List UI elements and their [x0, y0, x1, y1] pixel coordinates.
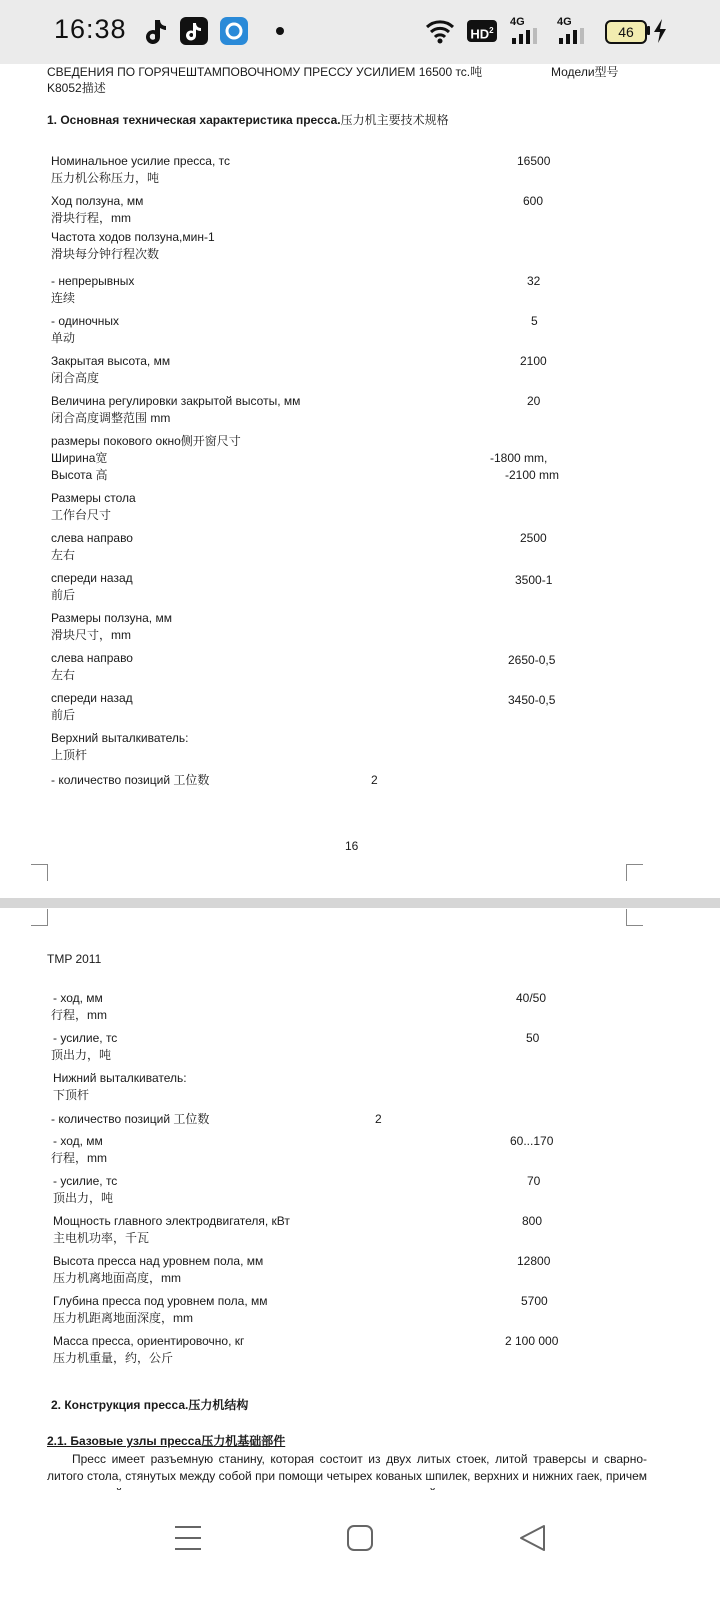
- status-time: 16:38: [54, 14, 127, 44]
- spec-label-cn: 顶出力，吨: [53, 1191, 114, 1205]
- window-width-label: Ширина宽: [51, 451, 108, 465]
- spec-value: 600: [523, 194, 544, 208]
- section21-title: [47, 1433, 285, 1449]
- window-height-label: Высота 高: [51, 468, 108, 482]
- section2-title-ru: 2. Конструкция пресса.: [51, 1398, 189, 1412]
- section2-title-cn: 压力机结构: [188, 1398, 249, 1412]
- page-separator: [0, 898, 720, 908]
- spec-value: 40/50: [516, 991, 547, 1005]
- body-paragraph: Пресс имеет разъемную станину, которая состоит из двух литых стоек, литой траверсы и сварно-литого стола, стянутых между собой при помощи четырех кованых шпилек, верхних и нижних гаек, причем: [47, 1452, 647, 1483]
- spec-value: 2650-0,5: [508, 653, 556, 667]
- spec-value: 20: [527, 394, 541, 408]
- spec-label-cn: 连续: [51, 291, 76, 305]
- crop-mark: [626, 909, 643, 926]
- spec-label: Мощность главного электродвигателя, кВт: [53, 1214, 290, 1228]
- spec-label-cn: 滑块行程，mm: [51, 211, 131, 225]
- crop-mark: [31, 864, 48, 881]
- spec-label: Глубина пресса под уровнем пола, мм: [53, 1294, 268, 1308]
- upper-ejector: Верхний выталкиватель:: [51, 731, 189, 745]
- spec-label: Частота ходов ползуна,мин-1: [51, 230, 215, 244]
- section1-title-ru: 1. Основная техническая характеристика пресса.: [47, 113, 341, 127]
- spec-label: слева направо: [51, 531, 133, 545]
- spec-value: 16500: [517, 154, 551, 168]
- table-title: Размеры стола: [51, 491, 136, 505]
- spec-label: - непрерывных: [51, 274, 135, 288]
- spec-label-cn: 压力机公称压力，吨: [51, 171, 160, 185]
- header-model: Модели型号: [551, 65, 619, 79]
- signal-icon: [559, 28, 585, 44]
- spec-label: спереди назад: [51, 571, 133, 585]
- spec-value: 2500: [520, 531, 547, 545]
- spec-label-cn: 滑块每分钟行程次数: [51, 247, 160, 261]
- spec-label-cn: 压力机离地面高度，mm: [53, 1271, 181, 1285]
- positions-label: - количество позиций 工位数: [51, 773, 210, 787]
- spec-label: спереди назад: [51, 691, 133, 705]
- positions-value: 2: [371, 773, 378, 787]
- spec-label-cn: 压力机距离地面深度，mm: [53, 1311, 193, 1325]
- window-width-value: -1800 mm,: [490, 451, 548, 465]
- section21-title-ru: 2.1. Базовые узлы пресса: [47, 1434, 202, 1448]
- spec-value: 5: [531, 314, 538, 328]
- spec-value: 2 100 000: [505, 1334, 559, 1348]
- spec-label: Величина регулировки закрытой высоты, мм: [51, 394, 301, 408]
- lower-ejector: Нижний выталкиватель:: [53, 1071, 187, 1085]
- spec-label: - усилие, тс: [53, 1174, 118, 1188]
- spec-label-cn: 主电机功率，千瓦: [53, 1231, 150, 1245]
- spec-label: слева направо: [51, 651, 133, 665]
- section1-title: [47, 112, 449, 128]
- net-label-2: 4G: [557, 16, 572, 28]
- spec-label: Масса пресса, ориентировочно, кг: [53, 1334, 245, 1348]
- table-title-cn: 工作台尺寸: [51, 508, 112, 522]
- battery-level: 46: [618, 24, 634, 40]
- spec-value: 3450-0,5: [508, 693, 556, 707]
- spec-label-cn: 闭合高度调整范围 mm: [51, 411, 171, 425]
- spec-value: 32: [527, 274, 541, 288]
- signal-icon: [512, 28, 538, 44]
- lower-ejector-cn: 下顶杆: [53, 1088, 90, 1102]
- spec-value: 3500-1: [515, 573, 553, 587]
- document-page-2[interactable]: [0, 908, 720, 1488]
- spec-value: 50: [526, 1031, 540, 1045]
- header-line2: K8052描述: [47, 81, 106, 95]
- spec-label-cn: 闭合高度: [51, 371, 100, 385]
- wifi-icon: [425, 18, 455, 44]
- back-icon[interactable]: [518, 1524, 546, 1552]
- positions-label: - количество позиций 工位数: [51, 1112, 210, 1126]
- spec-label-cn: 顶出力，吨: [51, 1048, 112, 1062]
- menu-icon[interactable]: [174, 1524, 202, 1552]
- spec-label-cn: 前后: [51, 708, 76, 722]
- dot-icon: [275, 26, 285, 36]
- spec-label-cn: 行程，mm: [51, 1008, 107, 1022]
- hd-sub: 2: [489, 26, 494, 35]
- page2-header: TMP 2011: [47, 952, 102, 966]
- spec-label: - усилие, тс: [53, 1031, 118, 1045]
- upper-ejector-cn: 上顶杆: [51, 748, 88, 762]
- spec-label-cn: 前后: [51, 588, 76, 602]
- slide-title: Размеры ползуна, мм: [51, 611, 172, 625]
- section21-title-cn: 压力机基础部件: [201, 1434, 286, 1448]
- tiktok-app-icon: [180, 17, 208, 45]
- tiktok-note-icon: [145, 18, 167, 46]
- spec-label: Номинальное усилие пресса, тс: [51, 154, 230, 168]
- home-icon[interactable]: [346, 1524, 374, 1552]
- header-line1: СВЕДЕНИЯ ПО ГОРЯЧЕШТАМПОВОЧНОМУ ПРЕССУ УСИЛИЕМ 16500 тс.吨: [47, 65, 483, 79]
- blue-app-icon: [220, 17, 248, 45]
- spec-value: 12800: [517, 1254, 551, 1268]
- spec-label-cn: 行程，mm: [51, 1151, 107, 1165]
- spec-label: - ход, мм: [53, 991, 103, 1005]
- spec-value: 70: [527, 1174, 541, 1188]
- window-height-value: -2100 mm: [505, 468, 560, 482]
- section2-title: [51, 1397, 248, 1413]
- net-label-1: 4G: [510, 16, 525, 28]
- navigation-bar: [0, 1490, 720, 1600]
- spec-label-cn: 左右: [51, 548, 76, 562]
- charging-icon: [653, 19, 667, 43]
- spec-value: 60...170: [510, 1134, 554, 1148]
- slide-title-cn: 滑块尺寸，mm: [51, 628, 131, 642]
- spec-label: - одиночных: [51, 314, 119, 328]
- hd-label: HD: [470, 26, 490, 42]
- spec-label: Закрытая высота, мм: [51, 354, 171, 368]
- spec-label-cn: 单动: [51, 331, 76, 345]
- spec-label-cn: 左右: [51, 668, 76, 682]
- spec-label: Ход ползуна, мм: [51, 194, 144, 208]
- spec-value: 800: [522, 1214, 543, 1228]
- page-number: 16: [345, 839, 359, 853]
- battery-tip: [647, 26, 650, 35]
- spec-value: 2100: [520, 354, 547, 368]
- hd-icon: [467, 20, 497, 42]
- spec-label-cn: 压力机重量，约，公斤: [53, 1351, 174, 1365]
- spec-label: Высота пресса над уровнем пола, мм: [53, 1254, 264, 1268]
- document-page-1[interactable]: [0, 64, 720, 898]
- section1-title-cn: 压力机主要技术规格: [340, 113, 449, 127]
- spec-label: - ход, мм: [53, 1134, 103, 1148]
- window-title: размеры покового окно侧开窗尺寸: [51, 434, 241, 448]
- spec-value: 5700: [521, 1294, 548, 1308]
- positions-value: 2: [375, 1112, 382, 1126]
- crop-mark: [626, 864, 643, 881]
- status-bar: [0, 0, 720, 64]
- battery-icon: [605, 20, 647, 44]
- crop-mark: [31, 909, 48, 926]
